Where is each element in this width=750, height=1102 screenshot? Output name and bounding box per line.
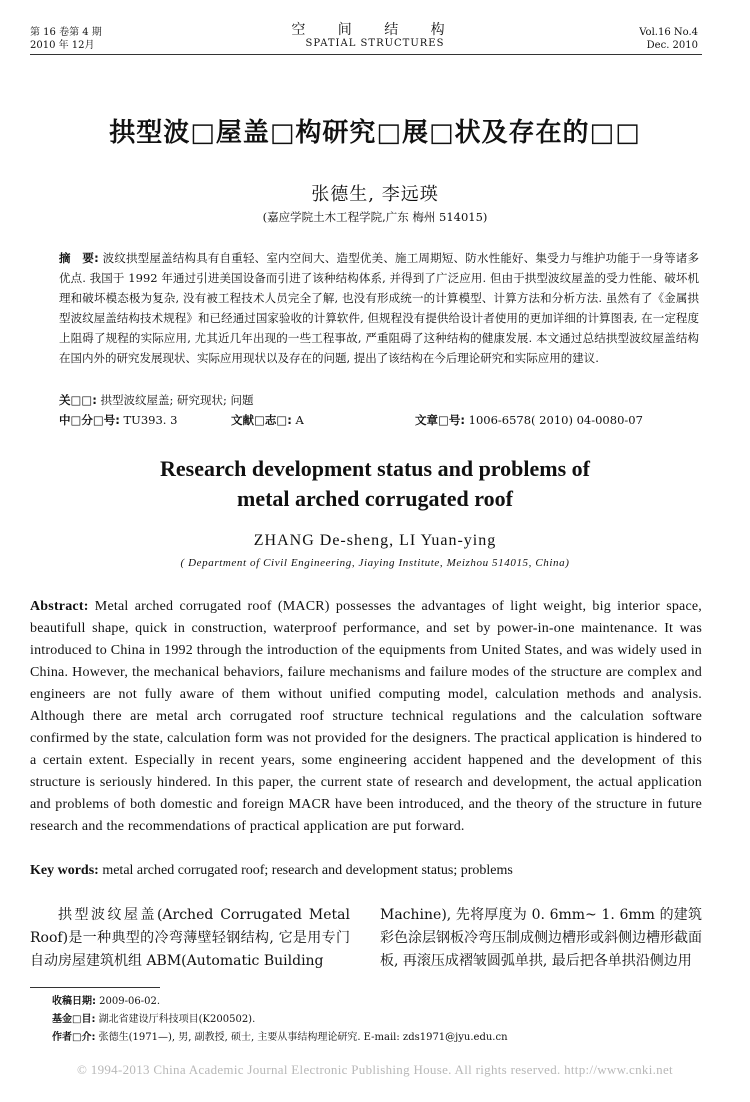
footnote-received: [52, 995, 160, 1009]
body-column-left: 拱型波纹屋盖(Arched Corrugated Metal Roof)是一种典型的冷弯薄壁轻钢结构, 它是用专门自动房屋建筑机组 ABM(Automatic Building: [30, 907, 350, 969]
document-code-label: 文献□志□:: [231, 413, 292, 427]
abstract-cn-text: 波纹拱型屋盖结构具有自重轻、室内空间大、造型优美、施工周期短、防水性能好、集受力与维护功能于一身等诸多优点. 我国于 1992 年通过引进美国设备而引进了该种结构体系, 并得到了广泛应用. 但由于拱型波纹屋盖的受力性能、破坏机理和破坏模态极为复杂, 没有被工程技术人员完全了解, 也没有形成统一的计算模型、计算方法和分析方法. 虽然有了《金属拱型波纹屋盖结构技术规程》和已经通过国家验收的计算软件, 但规程没有提供给设计者使用的更加详细的计算图表, 在一定程度上阻碍了规程的实际应用, 尤其近几年出现的一些工程事故, 严重阻碍了这种结构的健康发展. 本文通过总结拱型波纹屋盖结构在国内外的研究发展现状、实际应用现状以及存在的问题, 提出了该结构在今后理论研究和实际应用的建议.: [59, 251, 699, 365]
journal-name-cn: 空 间 结 构: [291, 22, 459, 38]
footnote-rule: [30, 987, 160, 988]
paper-title-cn: 拱型波□屋盖□构研究□展□状及存在的□□: [109, 118, 641, 148]
abstract-cn: [59, 248, 699, 368]
article-id-value: 1006-6578( 2010) 04-0080-07: [468, 413, 643, 427]
abstract-en-label: Abstract:: [30, 599, 89, 614]
header-rule: [30, 54, 702, 55]
paper-title-en-line2: metal arched corrugated roof: [237, 486, 513, 511]
authors-en: ZHANG De-sheng, LI Yuan-ying: [253, 532, 497, 549]
paper-title-en-line1: Research development status and problems of: [159, 456, 591, 481]
issue-date: 2010 年 12月: [30, 40, 95, 51]
keywords-en-text: metal arched corrugated roof; research and development status; problems: [98, 863, 513, 878]
clc-label: 中□分□号:: [59, 413, 120, 427]
author-bio-value: 张德生(1971—), 男, 副教授, 硕士, 主要从事结构理论研究. E-mail: zds1971@jyu.edu.cn: [95, 1032, 508, 1043]
footnote-fund: [52, 1013, 255, 1027]
copyright-watermark: © 1994-2013 China Academic Journal Electronic Publishing House. All rights reserved. http://www.cnki.net: [77, 1062, 673, 1077]
keywords-en-label: Key words:: [30, 863, 99, 878]
journal-issue-header-en: [639, 26, 698, 52]
clc-number: [59, 410, 177, 430]
abstract-cn-label: 摘 要:: [59, 251, 99, 265]
volume-issue: 第 16 卷第 4 期: [30, 27, 102, 38]
affiliation-cn: (嘉应学院土木工程学院,广东 梅州 514015): [262, 210, 488, 224]
volume-issue-en: Vol.16 No.4: [639, 27, 698, 38]
paper-title-en: [0, 454, 750, 514]
keywords-cn-label: 关□□:: [59, 393, 97, 407]
received-label: 收稿日期:: [52, 996, 96, 1007]
journal-name-en: SPATIAL STRUCTURES: [305, 38, 445, 49]
article-id: [415, 410, 643, 430]
keywords-cn-text: 拱型波纹屋盖; 研究现状; 问题: [100, 393, 254, 407]
issue-date-en: Dec. 2010: [646, 40, 698, 51]
abstract-en-text: Metal arched corrugated roof (MACR) possesses the advantages of light weight, big interior space, beautifull shape, quick in construction, waterproof performance, and set by power-in-one maintenance. It was introduced to China in 1992 through the introduction of the equipments from United States, and was widely used in China. However, the mechanical behaviors, failure mechanisms and failure modes of the structure are complex and engineers are not fully aware of them without unified computing model, calculation methods and analysis. Although there are metal arch corrugated roof structure technical regulations and the calculation software confirmed by the state, calculation form was not provided for the designers. The practical application is hindered to a certain extent. Especially in recent years, some engineering accident happened and the development of this structure is seriously hindered. In this paper, the current state of research and development, the actual application and problems of both domestic and foreign MACR have been introduced, and the theory of the structure in future research and the recommendations of practical application are put forward.: [30, 599, 702, 834]
fund-label: 基金□目:: [52, 1014, 96, 1025]
keywords-cn: [59, 390, 254, 410]
body-column-right: Machine), 先将厚度为 0. 6mm~ 1. 6mm 的建筑彩色涂层钢板冷弯压制成侧边槽形或斜侧边槽形截面板, 再滚压成褶皱圆弧单拱, 最后把各单拱沿侧边用: [380, 907, 702, 969]
clc-value: TU393. 3: [123, 413, 178, 427]
fund-value: 湖北省建设厅科技项目(K200502).: [95, 1014, 256, 1025]
footnote-author: [52, 1031, 508, 1045]
keywords-en: [30, 860, 702, 882]
abstract-en: [30, 596, 702, 838]
document-code-value: A: [295, 413, 304, 427]
author-bio-label: 作者□介:: [52, 1032, 96, 1043]
authors-cn: 张德生, 李远瑛: [311, 184, 439, 205]
affiliation-en: ( Department of Civil Engineering, Jiaying Institute, Meizhou 514015, China): [180, 557, 570, 569]
article-id-label: 文章□号:: [415, 413, 465, 427]
document-code: [231, 410, 304, 430]
received-value: 2009-06-02.: [96, 996, 161, 1007]
journal-name-header: [0, 22, 750, 50]
